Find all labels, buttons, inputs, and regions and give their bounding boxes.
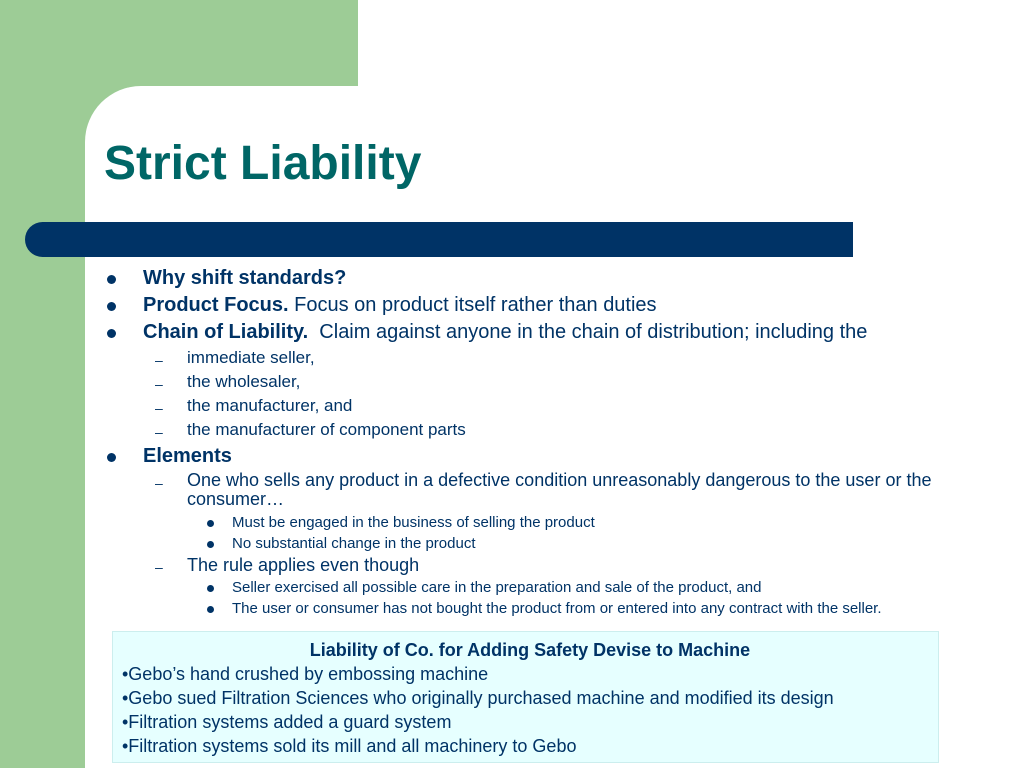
dash-icon: – (155, 352, 163, 368)
bullet-chain-of-liability (143, 319, 867, 345)
bullet-dot-icon (107, 453, 116, 462)
sub-bullet: the wholesaler, (187, 372, 301, 391)
bullet-label: Elements (143, 445, 232, 467)
bullet-dot-icon (107, 329, 116, 338)
sub-bullet: immediate seller, (187, 348, 315, 367)
bullet-dot-icon (207, 520, 214, 527)
dash-icon: – (155, 376, 163, 392)
sub-sub-bullet: The user or consumer has not bought the product from or entered into any contract with the seller. (232, 600, 882, 617)
case-line: •Gebo’s hand crushed by embossing machine (122, 664, 489, 684)
sub-sub-bullet: Must be engaged in the business of selling the product (232, 514, 595, 531)
sub-bullet: The rule applies even though (187, 555, 420, 575)
case-example-box (112, 631, 939, 763)
bullet-text: Focus on product itself rather than duties (288, 294, 657, 316)
bullet-text: Claim against anyone in the chain of distribution; including the (308, 321, 868, 343)
case-line: •Gebo sued Filtration Sciences who originally purchased machine and modified its design (122, 688, 834, 708)
bullet-dot-icon (107, 302, 116, 311)
bullet-dot-icon (107, 275, 116, 284)
title-underline-bar (25, 222, 853, 257)
sub-bullet: the manufacturer of component parts (187, 420, 466, 439)
case-line: •Filtration systems sold its mill and all machinery to Gebo (122, 736, 577, 756)
sub-sub-bullet: No substantial change in the product (232, 535, 476, 552)
dash-icon: – (155, 559, 163, 575)
bullet-label: Why shift standards? (143, 267, 347, 289)
bullet-why-shift (143, 265, 346, 291)
case-line: •Filtration systems added a guard system (122, 712, 452, 732)
dash-icon: – (155, 424, 163, 440)
sub-bullet-definition: One who sells any product in a defective condition unreasonably dangerous to the user or the consumer… (187, 470, 932, 509)
sub-bullet: the manufacturer, and (187, 396, 353, 415)
bullet-label: Product Focus. (143, 294, 289, 316)
bullet-dot-icon (207, 606, 214, 613)
bullet-dot-icon (207, 541, 214, 548)
bullet-product-focus (143, 292, 657, 318)
bullet-elements (143, 443, 232, 469)
slide-title: Strict Liability (104, 137, 422, 190)
bullet-dot-icon (207, 585, 214, 592)
dash-icon: – (155, 400, 163, 416)
sub-sub-bullet: Seller exercised all possible care in the preparation and sale of the product, and (232, 579, 762, 596)
dash-icon: – (155, 475, 163, 491)
bullet-label: Chain of Liability. (143, 321, 309, 343)
case-title: Liability of Co. for Adding Safety Devise to Machine (309, 640, 751, 660)
